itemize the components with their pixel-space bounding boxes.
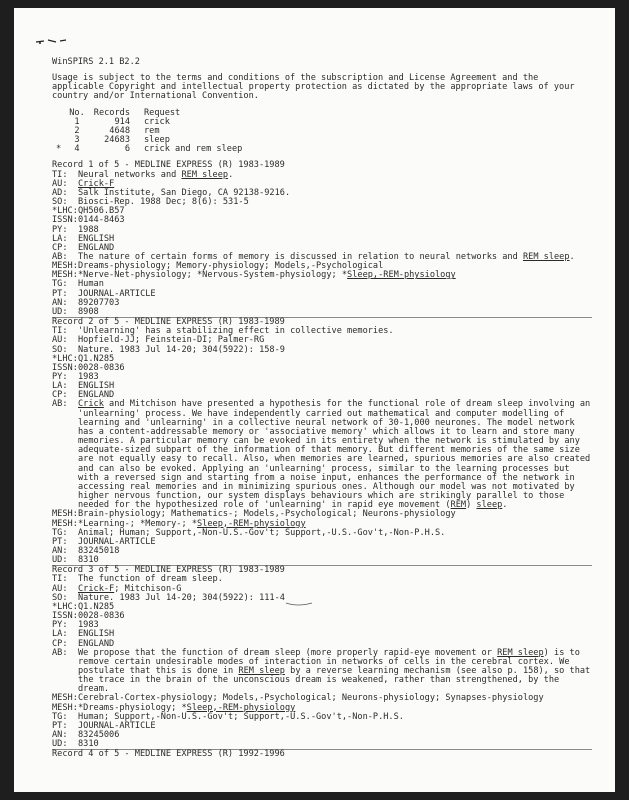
pen-mark [34, 36, 74, 46]
record-title: The function of dream sleep. [78, 574, 223, 585]
table-row: 1 914 crick [74, 116, 170, 127]
record-title: 'Unlearning' has a stabilizing effect in collective memories. [78, 326, 394, 337]
record-heading: Record 2 of 5 - MEDLINE EXPRESS (R) 1983-1989 [52, 317, 285, 328]
record-author: Hopfield-JJ; Feinstein-DI; Palmer-RG [78, 335, 265, 346]
column-header: Records [93, 107, 130, 118]
record-abstract: The nature of certain forms of memory is discussed in relation to neural networks and REM sleep. [78, 251, 575, 262]
record-2: Record 2 of 5 - MEDLINE EXPRESS (R) 1983-1989 TI: 'Unlearning' has a stabilizing effect in collective memories. AU: Hopfield-JJ; Feinstein-DI; Palmer-RG SO: Nature. 1983 Jul 14-20; 304(5922): 158-9 *LHC: Q1.N285 ISSN: 0028-0836 PY: 1983 LA: ENGLISH CP: ENGLAND AB: Crick and Mitchison have presented a hypothesis for the functional role of dream sleep involving an 'unlearning' process. We have independently carried out mathematical and computer modelling of learning and 'unlearning' in a collective neural network of 30-1,000 neurones. The model network has a content-addressable memory or 'associative memory' which allows it to learn and store many memories. A particular memory can be evoked in its entirety when the network is stimulated by any adequate-sized subpart of the information of that memory. But different memories of the same size are not equally easy to recall. Also, when memories are learned, spurious memories are also created and can also be evoked. Applying an 'unlearning' process, similar to the learning processes but with a reversed sign and starting from a noise input, enhances the performance of the network in accessing real memories and in minimizing spurious ones. Although our model was not motivated by higher nervous function, our system displays behaviours which are strikingly parallel to those needed for the hypothesized role of 'unlearning' in rapid eye movement (REM) sleep. MESH: Brain-physiology; Mathematics-; Models,-Psychological; Neurons-physiology MESH: *Learning-; *Memory-; *Sleep,-REM-physiology TG: Animal; Human; Support,-Non-U.S.-Gov't; Support,-U.S.-Gov't,-Non-P.H.S. PT: JOURNAL-ARTICLE AN: 83245018 UD: 8310 [52, 317, 591, 566]
column-header: Request [144, 107, 181, 118]
table-row: 3 24683 sleep [74, 135, 170, 146]
record-abstract: We propose that the function of dream sleep (more properly rapid-eye movement or REM sleep) is to remove certain undesirable modes of interaction in networks of cells in the cerebral cortex. We postulate that this is done in REM sleep by a reverse learning mechanism (see also p. 158), so that the trace in the brain of the unconscious dream is weakened, rather than strengthened, by the dream. [78, 647, 591, 695]
record-heading: Record 4 of 5 - MEDLINE EXPRESS (R) 1992-1996 [52, 749, 285, 760]
table-row: * 4 6 crick and rem sleep [56, 144, 243, 155]
document-body [52, 58, 592, 760]
record-author: Crick-F; Mitchison-G [78, 583, 182, 594]
record-4 [52, 749, 592, 759]
record-abstract: Crick and Mitchison have presented a hypothesis for the functional role of dream sleep involving an 'unlearning' process. We have independently carried out mathematical and computer modelling of learning and 'unlearning' in a collective neural network of 30-1,000 neurones. The model network has a content-addressable memory or 'associative memory' which allows it to learn and store many memories. A particular memory can be evoked in its entirety when the network is stimulated by any adequate-sized subpart of the information of that memory. But different memories of the same size are not equally easy to recall. Also, when memories are learned, spurious memories are also created and can also be evoked. Applying an 'unlearning' process, similar to the learning processes but with a reversed sign and starting from a noise input, enhances the performance of the network in accessing real memories and in minimizing spurious ones. Although our model was not motivated by higher nervous function, our system displays behaviours which are strikingly parallel to those needed for the hypothesized role of 'unlearning' in rapid eye movement (REM) sleep. [78, 399, 591, 511]
record-author: Crick-F [78, 178, 115, 189]
usage-notice: Usage is subject to the terms and conditions of the subscription and License Agreement and the applicable Copyright and intellectual property protection as dictated by the appropriate laws of your country and/or International Convention. [52, 73, 575, 102]
record-heading: Record 3 of 5 - MEDLINE EXPRESS (R) 1983-1989 [52, 565, 285, 576]
record-title: Neural networks and REM sleep. [78, 169, 234, 180]
record-1: Record 1 of 5 - MEDLINE EXPRESS (R) 1983-1989 TI: Neural networks and REM sleep. AU: Crick-F AD: Salk Institute, San Diego, CA 92138-9216. SO: Biosci-Rep. 1988 Dec; 8(6): 531-5 *LHC: QH506.B57 ISSN: 0144-8463 PY: 1988 LA: ENGLISH CP: ENGLAND AB: The nature of certain forms of memory is discussed in relation to neural networks and REM sleep. MESH: Dreams-physiology; Memory-physiology; Models,-Psychological MESH: *Nerve-Net-physiology; *Nervous-System-physiology; *Sleep,-REM-physiology TG: Human PT: JOURNAL-ARTICLE AN: 89207703 UD: 8908 [52, 161, 592, 317]
app-title: WinSPIRS 2.1 B2.2 [52, 57, 140, 67]
record-3: Record 3 of 5 - MEDLINE EXPRESS (R) 1983-1989 TI: The function of dream sleep. AU: Crick-F; Mitchison-G SO: Nature. 1983 Jul 14-20; 304(5922): 111-4 *LHC: Q1.N285 ISSN: 0028-0836 PY: 1983 LA: ENGLISH CP: ENGLAND AB: We propose that the function of dream sleep (more properly rapid-eye movement or REM sleep) is to remove certain undesirable modes of interaction in networks of cells in the cerebral cortex. We postulate that this is done in REM sleep by a reverse learning mechanism (see also p. 158), so that the trace in the brain of the unconscious dream is weakened, rather than strengthened, by the dream. MESH: Cerebral-Cortex-physiology; Models,-Psychological; Neurons-physiology; Synapses-physiology MESH: *Dreams-physiology; *Sleep,-REM-physiology TG: Human; Support,-Non-U.S.-Gov't; Support,-U.S.-Gov't,-Non-P.H.S. PT: JOURNAL-ARTICLE AN: 83245006 UD: 8310 [52, 565, 591, 750]
table-row: 2 4648 rem [74, 125, 160, 136]
search-history-table [56, 109, 242, 155]
record-heading: Record 1 of 5 - MEDLINE EXPRESS (R) 1983-1989 [52, 160, 285, 171]
column-header: No. [69, 107, 85, 118]
document-page [14, 8, 615, 792]
